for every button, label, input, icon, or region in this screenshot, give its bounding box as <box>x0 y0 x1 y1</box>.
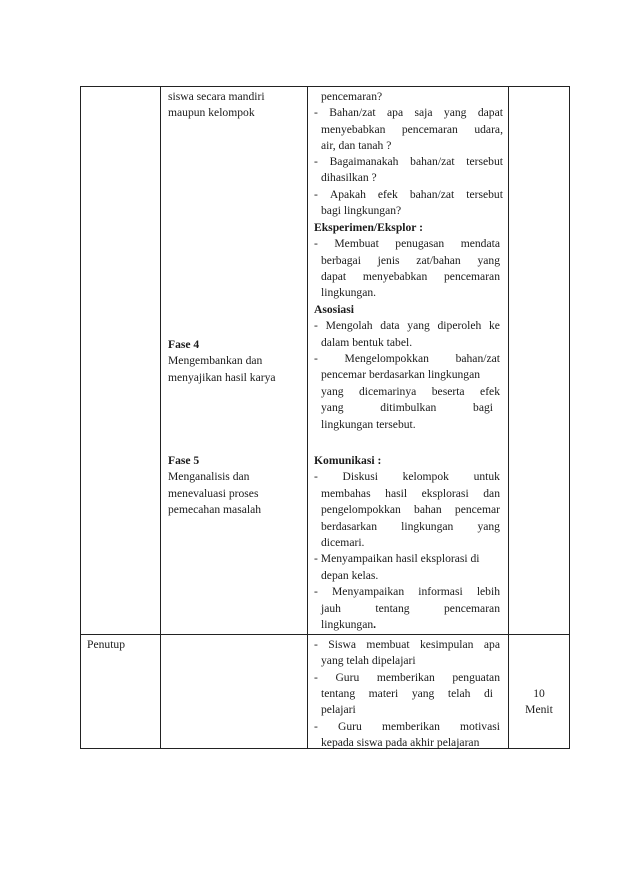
activity-line <box>321 384 500 399</box>
activity-line: pencemaran? <box>321 90 383 103</box>
fase5-line: menevaluasi proses <box>168 487 259 500</box>
word: data <box>380 319 400 332</box>
word: telah <box>447 687 471 700</box>
word: informasi <box>418 585 463 598</box>
activity-line <box>321 400 493 415</box>
fase4-line: Mengembankan dan <box>168 354 263 367</box>
stage-label: Penutup <box>87 638 126 651</box>
word: apa <box>483 638 500 651</box>
activity-line <box>321 122 503 137</box>
word: penugasan <box>395 237 445 250</box>
word: tentang <box>321 687 356 700</box>
word: berdasarkan <box>321 520 378 533</box>
activity-line: pencemar berdasarkan lingkungan <box>321 368 481 381</box>
activity-line <box>314 351 500 366</box>
word: berbagai <box>321 254 361 267</box>
word: yang <box>443 106 467 119</box>
activity-line: depan kelas. <box>321 569 379 582</box>
word: eksplorasi <box>421 487 469 500</box>
word: lebih <box>476 585 500 598</box>
word: ke <box>488 319 500 332</box>
word: Guru <box>335 671 360 684</box>
activity-line <box>314 318 500 333</box>
word: bahan/zat <box>409 188 455 201</box>
word: Membuat <box>334 237 379 250</box>
fase5-title: Fase 5 <box>168 454 200 467</box>
word: zat/bahan <box>416 254 461 267</box>
word: Mengelompokkan <box>344 352 429 365</box>
bullet: - <box>314 552 318 565</box>
word: untuk <box>473 470 500 483</box>
activity-line: kepada siswa pada akhir pelajaran <box>321 736 480 749</box>
activity-line <box>314 105 503 120</box>
word: mendata <box>460 237 500 250</box>
activity-line: bagi lingkungan? <box>321 204 402 217</box>
word: yang <box>477 520 500 533</box>
word: lingkungan <box>401 520 454 533</box>
word: yang <box>411 687 435 700</box>
word: pencemar <box>454 503 500 516</box>
word: tentang <box>375 602 410 615</box>
bullet: - <box>314 237 318 250</box>
word: menyebabkan <box>321 123 386 136</box>
word: lingkungan <box>321 618 374 631</box>
word: Mengolah <box>325 319 373 332</box>
word: yang <box>477 254 500 267</box>
word: saja <box>414 106 433 119</box>
word: motivasi <box>460 720 500 733</box>
activity-line <box>321 617 376 632</box>
activity-line: pelajari <box>321 703 356 716</box>
duration-unit: Menit <box>525 703 553 716</box>
word: Menyampaikan hasil eksplorasi di <box>320 552 480 565</box>
bullet: - <box>314 106 318 119</box>
activity-line <box>314 187 503 202</box>
word: jauh <box>321 602 341 615</box>
word: Diskusi <box>342 470 378 483</box>
activity-line: air, dan tanah ? <box>321 139 392 152</box>
word: ditimbulkan <box>380 401 437 414</box>
word: bahan/zat <box>455 352 500 365</box>
row1-duration-cell <box>508 86 570 635</box>
fase5-line: pemecahan masalah <box>168 503 262 516</box>
word: Apakah <box>329 188 366 201</box>
bullet: - <box>314 638 318 651</box>
fase4-title: Fase 4 <box>168 338 200 351</box>
asosiasi-heading: Asosiasi <box>314 303 354 316</box>
activity-line <box>314 719 500 734</box>
fase4-line: menyajikan hasil karya <box>168 371 276 384</box>
word: Menyampaikan <box>332 585 405 598</box>
activity-line <box>314 637 500 652</box>
activity-line: dicemari. <box>321 536 365 549</box>
word: pencemaran <box>444 270 500 283</box>
bullet: - <box>314 720 318 733</box>
word: Guru <box>338 720 362 733</box>
bullet: - <box>314 155 318 168</box>
activity-line <box>314 551 480 566</box>
activity-line <box>314 154 503 169</box>
activity-line <box>314 584 500 599</box>
activity-line: lingkungan. <box>321 286 377 299</box>
word: hasil <box>385 487 408 500</box>
activity-line <box>314 670 500 685</box>
word: tersebut <box>466 188 503 201</box>
word: jenis <box>377 254 400 267</box>
bold-period: . <box>373 618 377 631</box>
duration-value: 10 <box>533 687 545 700</box>
bullet: - <box>314 319 318 332</box>
word: tersebut <box>466 155 503 168</box>
word: pencemaran <box>401 123 458 136</box>
word: membahas <box>321 487 371 500</box>
activity-line <box>321 686 493 701</box>
word: menyebabkan <box>362 270 428 283</box>
activity-line <box>321 502 500 517</box>
word: dicemarinya <box>359 385 417 398</box>
word: yang <box>321 385 344 398</box>
word: di <box>483 687 493 700</box>
word: materi <box>368 687 399 700</box>
bullet: - <box>314 188 318 201</box>
word: memberikan <box>376 671 435 684</box>
bullet: - <box>314 352 318 365</box>
phase-intro-line: siswa secara mandiri <box>168 90 265 103</box>
word: bagi <box>473 401 493 414</box>
row1-stage-cell <box>80 86 161 635</box>
word: kesimpulan <box>420 638 474 651</box>
activity-line <box>321 601 500 616</box>
word: Siswa <box>328 638 356 651</box>
word: yang <box>407 319 430 332</box>
word: Bagaimanakah <box>329 155 399 168</box>
word: bahan/zat <box>410 155 455 168</box>
word: pencemaran <box>444 602 500 615</box>
phase-intro-line: maupun kelompok <box>168 106 255 119</box>
activity-line <box>314 236 500 251</box>
word: dapat <box>321 270 347 283</box>
word: membuat <box>366 638 410 651</box>
bullet: - <box>314 585 318 598</box>
word: kelompok <box>402 470 449 483</box>
word: bahan <box>414 503 442 516</box>
row2-phase-cell <box>160 634 308 749</box>
bullet: - <box>314 470 318 483</box>
word: penguatan <box>452 671 500 684</box>
eksperimen-heading: Eksperimen/Eksplor : <box>314 221 423 234</box>
word: diperoleh <box>437 319 482 332</box>
activity-line <box>321 269 500 284</box>
word: efek <box>480 385 500 398</box>
activity-line <box>321 519 500 534</box>
word: beserta <box>431 385 465 398</box>
word: udara, <box>474 123 503 136</box>
word: efek <box>377 188 398 201</box>
word: yang <box>321 401 344 414</box>
word: pengelompokkan <box>321 503 401 516</box>
word: memberikan <box>381 720 440 733</box>
fase5-line: Menganalisis dan <box>168 470 250 483</box>
word: Bahan/zat <box>329 106 376 119</box>
activity-line: yang telah dipelajari <box>321 654 416 667</box>
activity-line: dihasilkan ? <box>321 171 377 184</box>
activity-line: lingkungan tersebut. <box>321 418 416 431</box>
activity-line <box>314 469 500 484</box>
activity-line <box>321 486 500 501</box>
bullet: - <box>314 671 318 684</box>
word: dan <box>483 487 500 500</box>
word: dapat <box>477 106 503 119</box>
komunikasi-heading: Komunikasi : <box>314 454 382 467</box>
activity-line: dalam bentuk tabel. <box>321 336 413 349</box>
activity-line <box>321 253 500 268</box>
word: apa <box>387 106 404 119</box>
